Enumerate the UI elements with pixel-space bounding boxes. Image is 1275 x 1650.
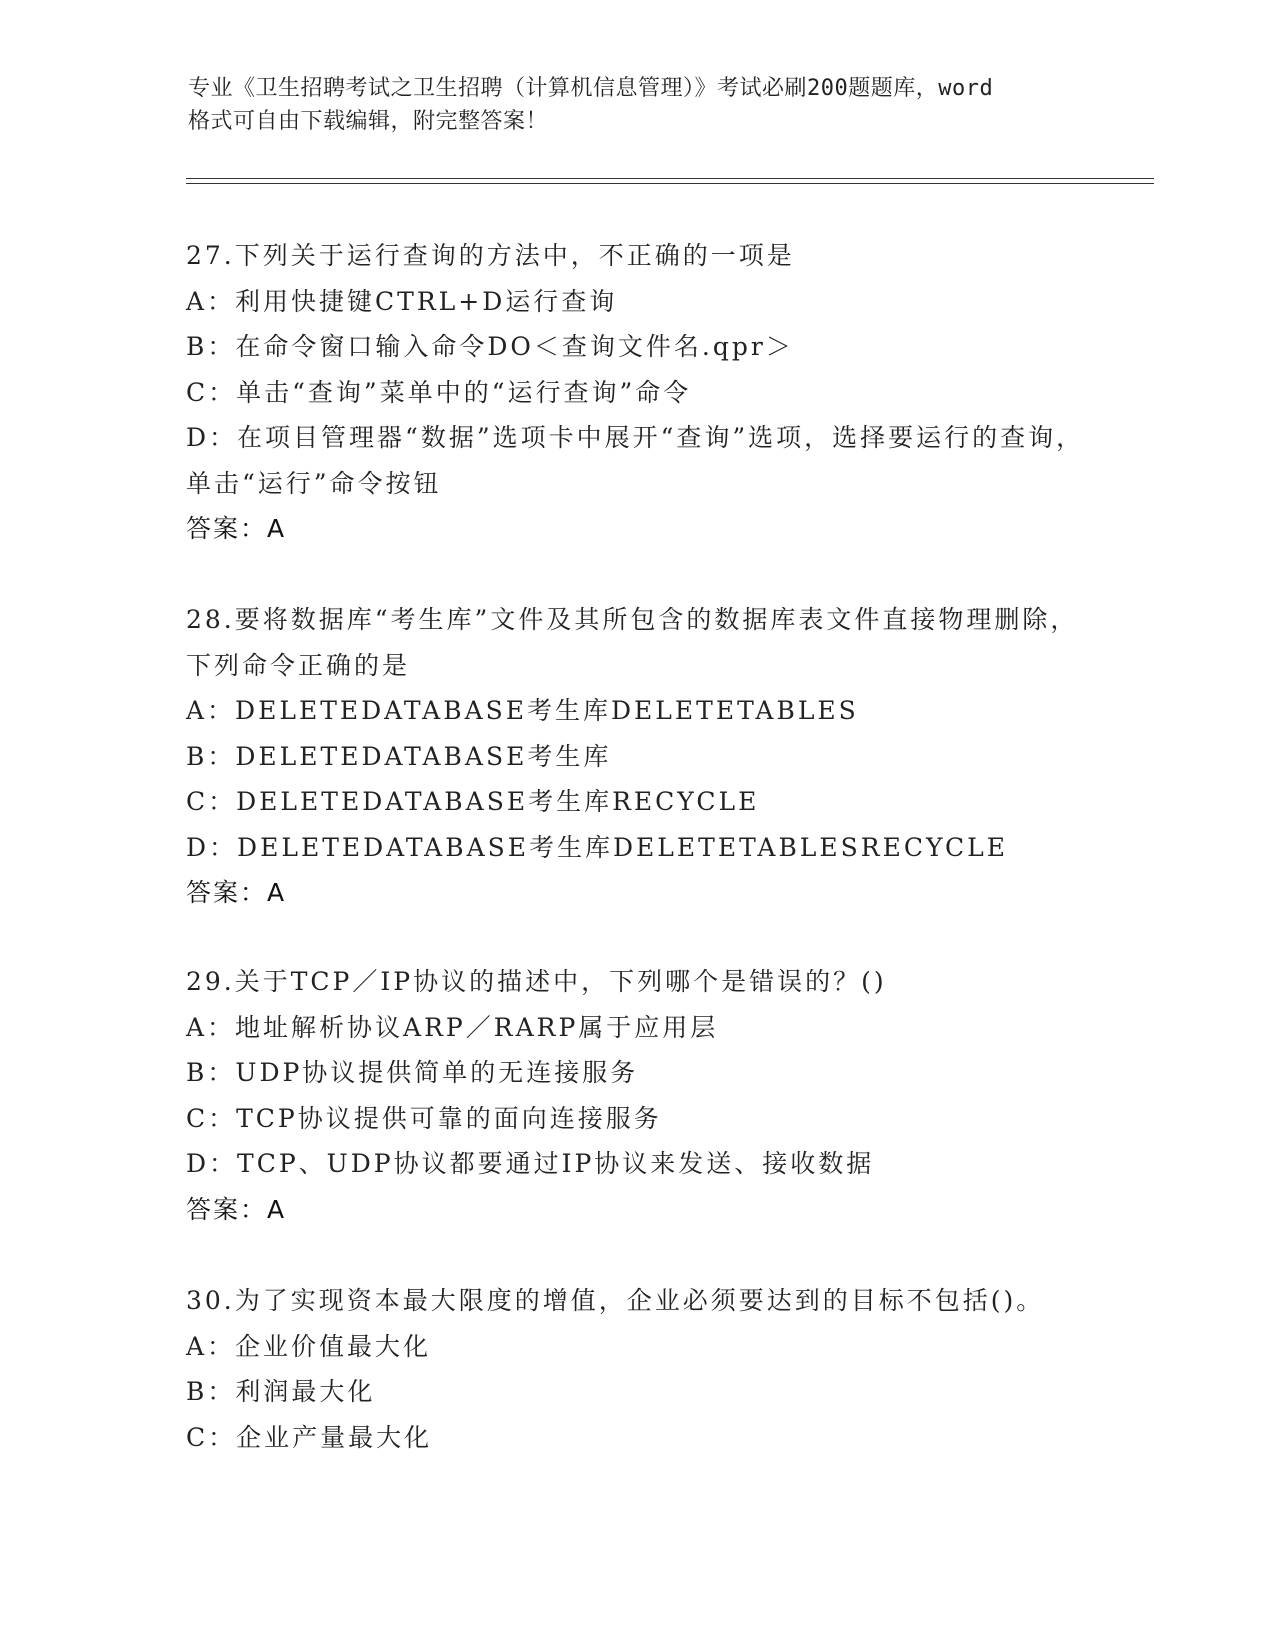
answer-label: 答案：A bbox=[186, 1194, 287, 1224]
header-divider-bottom bbox=[186, 183, 1154, 184]
answer-label: 答案：A bbox=[186, 878, 287, 907]
option-d: D：DELETEDATABASE考生库DELETETABLESRECYCLE bbox=[186, 832, 1009, 862]
question-27 bbox=[186, 233, 1086, 552]
question-stem: 30.为了实现资本最大限度的增值，企业必须要达到的目标不包括()。 bbox=[186, 1286, 1045, 1315]
answer-label: 答案：A bbox=[186, 514, 287, 543]
option-b: B：在命令窗口输入命令DO＜查询文件名.qpr＞ bbox=[186, 332, 794, 361]
document-header bbox=[188, 72, 1088, 138]
question-28 bbox=[186, 597, 1086, 916]
header-divider-top bbox=[186, 178, 1154, 179]
option-b: B：DELETEDATABASE考生库 bbox=[186, 741, 612, 771]
option-a: A：地址解析协议ARP／RARP属于应用层 bbox=[186, 1012, 719, 1042]
option-a: A：利用快捷键CTRL+D运行查询 bbox=[186, 286, 618, 316]
option-b: B：UDP协议提供简单的无连接服务 bbox=[186, 1058, 639, 1087]
question-stem: 29.关于TCP／IP协议的描述中，下列哪个是错误的？() bbox=[186, 967, 887, 996]
option-a: A：企业价值最大化 bbox=[186, 1331, 432, 1361]
option-c: C：单击“查询”菜单中的“运行查询”命令 bbox=[186, 377, 692, 407]
option-c: C：DELETEDATABASE考生库RECYCLE bbox=[186, 787, 760, 816]
question-30 bbox=[186, 1278, 1086, 1460]
option-d: D：在项目管理器“数据”选项卡中展开“查询”选项，选择要运行的查询，单击“运行”命令按钮 bbox=[186, 423, 1085, 498]
header-line-1: 专业《卫生招聘考试之卫生招聘（计算机信息管理）》考试必刷200题题库，word bbox=[188, 76, 994, 101]
question-stem: 28.要将数据库“考生库”文件及其所包含的数据库表文件直接物理删除，下列命令正确的是 bbox=[186, 605, 1079, 680]
question-stem: 27.下列关于运行查询的方法中，不正确的一项是 bbox=[186, 241, 795, 270]
option-c: C：TCP协议提供可靠的面向连接服务 bbox=[186, 1103, 662, 1133]
question-29 bbox=[186, 959, 1086, 1232]
option-a: A：DELETEDATABASE考生库DELETETABLES bbox=[186, 696, 859, 725]
header-line-2: 格式可自由下载编辑，附完整答案！ bbox=[188, 109, 549, 134]
option-b: B：利润最大化 bbox=[186, 1377, 376, 1406]
option-c: C：企业产量最大化 bbox=[186, 1422, 433, 1452]
option-d: D：TCP、UDP协议都要通过IP协议来发送、接收数据 bbox=[186, 1149, 875, 1178]
